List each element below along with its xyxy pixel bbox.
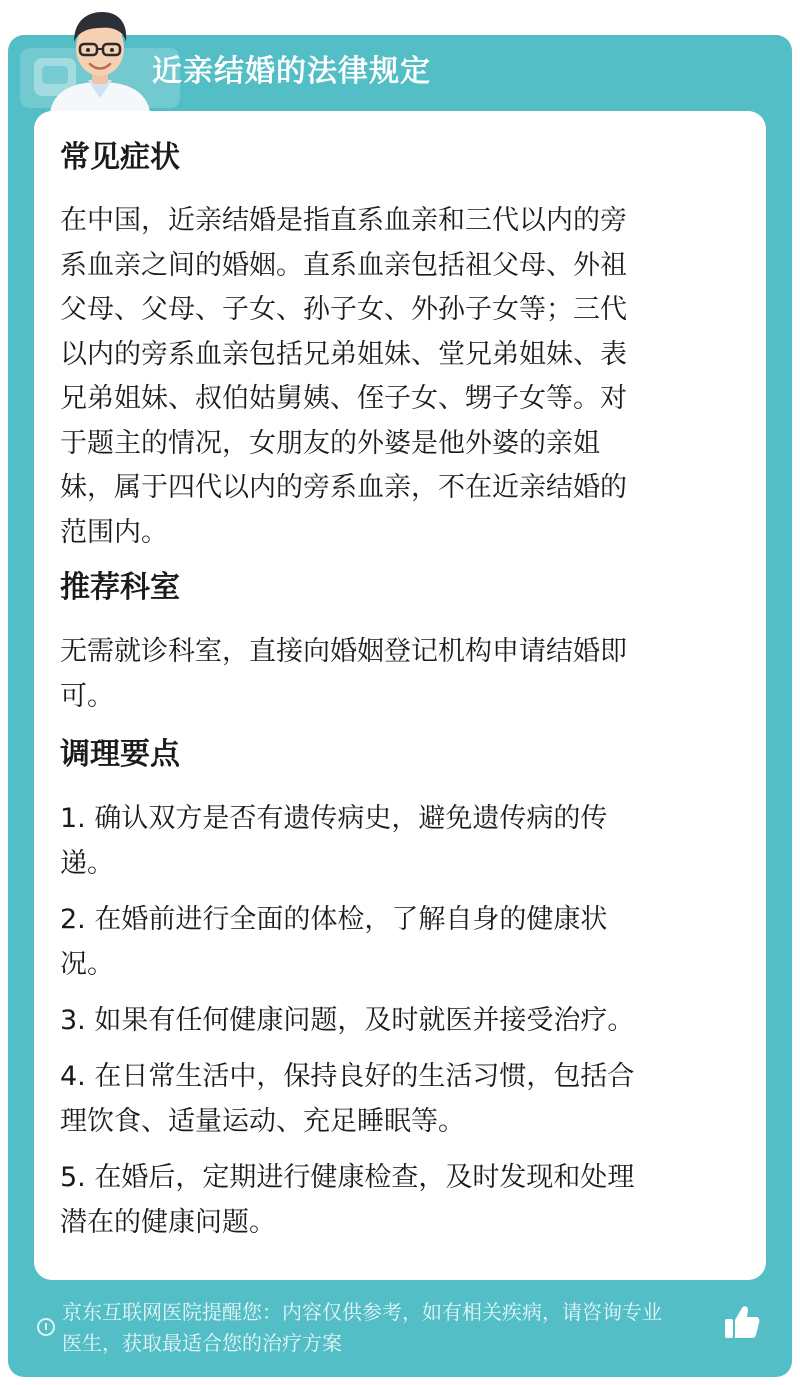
section-heading-symptoms: 常见症状 xyxy=(60,140,180,175)
paragraph-line: 无需就诊科室，直接向婚姻登记机构申请结婚即 xyxy=(60,636,627,667)
paragraph-line: 兄弟姐妹、叔伯姑舅姨、侄子女、甥子女等。对 xyxy=(60,383,627,414)
department-paragraph xyxy=(60,630,730,719)
list-item-line: 递。 xyxy=(60,847,114,879)
list-item-line: 理饮食、适量运动、充足睡眠等。 xyxy=(60,1105,465,1137)
list-item-line: 况。 xyxy=(60,948,114,980)
care-item-2 xyxy=(60,898,730,987)
paragraph-line: 在中国，近亲结婚是指直系血亲和三代以内的旁 xyxy=(60,205,627,236)
disclaimer-line: 医生，获取最适合您的治疗方案 xyxy=(62,1331,342,1355)
list-item-line: 5. 在婚后，定期进行健康检查，及时发现和处理 xyxy=(60,1162,635,1193)
info-icon xyxy=(37,1318,55,1336)
list-item-line: 潜在的健康问题。 xyxy=(60,1206,276,1238)
care-item-1 xyxy=(60,797,730,886)
care-item-5 xyxy=(60,1156,730,1245)
doctor-avatar-icon xyxy=(44,6,156,112)
care-item-3 xyxy=(60,999,730,1044)
list-item-line: 1. 确认双方是否有遗传病史，避免遗传病的传 xyxy=(60,803,608,834)
paragraph-line: 以内的旁系血亲包括兄弟姐妹、堂兄弟姐妹、表 xyxy=(60,338,627,370)
thumbs-up-icon[interactable] xyxy=(723,1304,761,1340)
paragraph-line: 可。 xyxy=(60,680,114,712)
disclaimer-line: 京东互联网医院提醒您：内容仅供参考，如有相关疾病，请咨询专业 xyxy=(62,1300,662,1324)
list-item-line: 2. 在婚前进行全面的体检，了解自身的健康状 xyxy=(60,904,608,935)
care-item-4 xyxy=(60,1055,730,1144)
paragraph-line: 范围内。 xyxy=(60,516,168,548)
symptoms-paragraph xyxy=(60,199,730,555)
section-heading-care: 调理要点 xyxy=(60,737,180,772)
page-title: 近亲结婚的法律规定 xyxy=(152,54,431,89)
paragraph-line: 系血亲之间的婚姻。直系血亲包括祖父母、外祖 xyxy=(60,249,627,281)
disclaimer-text xyxy=(62,1297,727,1359)
list-item-line: 3. 如果有任何健康问题，及时就医并接受治疗。 xyxy=(60,1005,635,1036)
section-heading-department: 推荐科室 xyxy=(60,570,180,605)
paragraph-line: 妹，属于四代以内的旁系血亲，不在近亲结婚的 xyxy=(60,472,627,503)
list-item-line: 4. 在日常生活中，保持良好的生活习惯，包括合 xyxy=(60,1061,635,1092)
paragraph-line: 于题主的情况，女朋友的外婆是他外婆的亲姐 xyxy=(60,427,600,459)
paragraph-line: 父母、父母、子女、孙子女、外孙子女等；三代 xyxy=(60,294,627,325)
